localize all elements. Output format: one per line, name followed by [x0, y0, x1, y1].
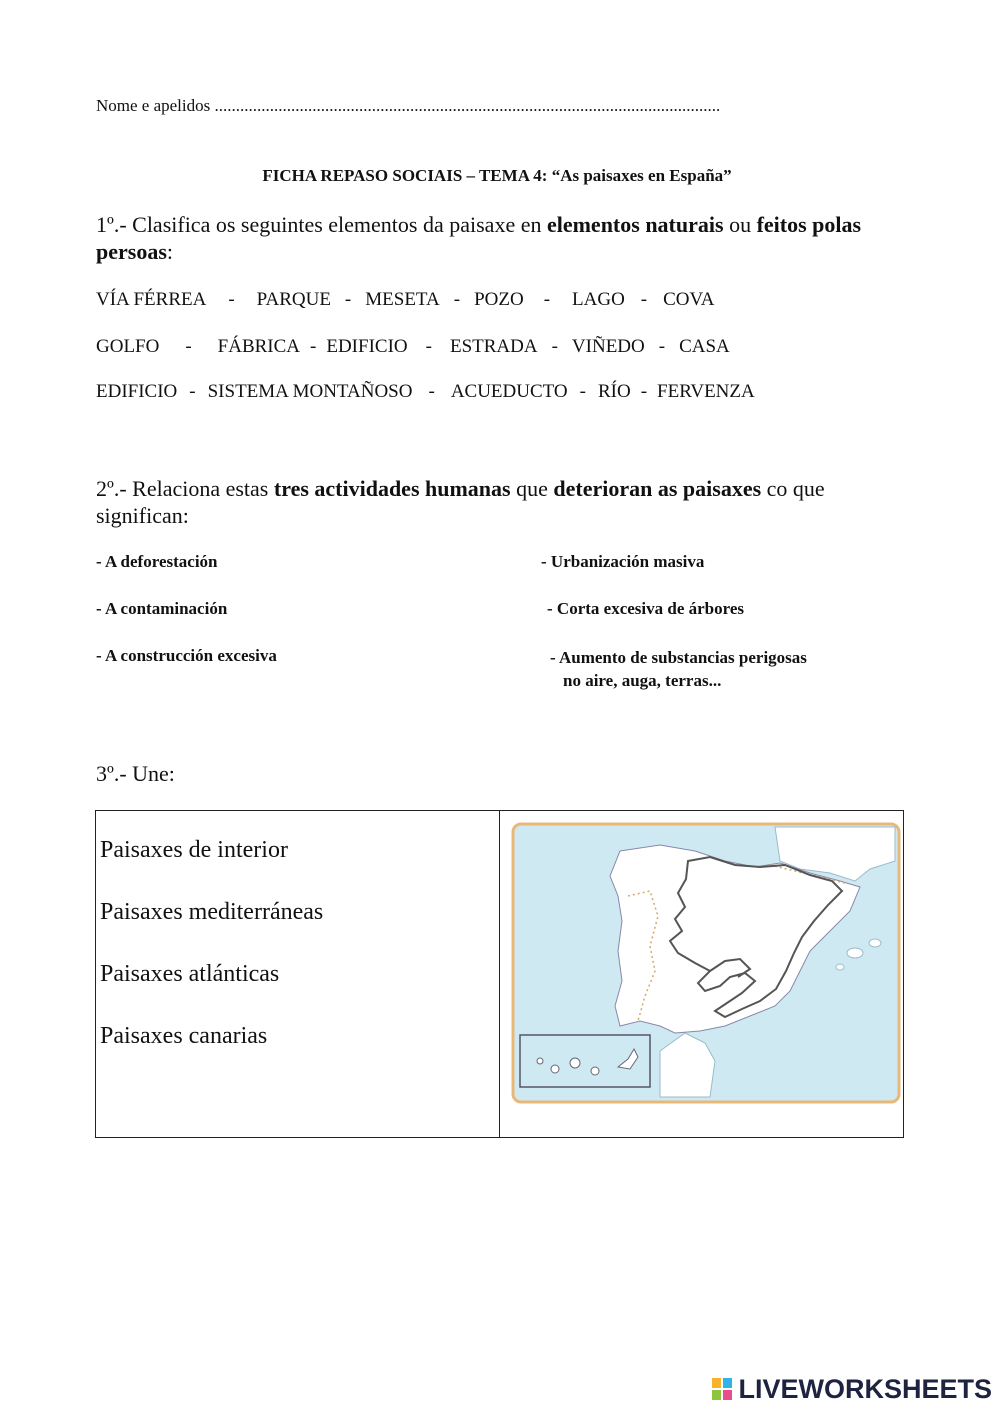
- word-row-1: [96, 289, 715, 311]
- separator: -: [640, 381, 648, 402]
- word-item: COVA: [663, 289, 715, 310]
- landscape-mediterranean[interactable]: Paisaxes mediterráneas: [100, 899, 324, 925]
- question-3-heading: 3º.- Une:: [96, 761, 175, 786]
- landscape-canary[interactable]: Paisaxes canarias: [100, 1023, 268, 1049]
- word-item: FERVENZA: [657, 381, 755, 402]
- liveworksheets-logo-icon: [712, 1378, 734, 1402]
- landscape-interior[interactable]: Paisaxes de interior: [100, 837, 288, 863]
- spain-map: [510, 821, 902, 1106]
- separator: -: [425, 336, 432, 357]
- balearic-island: [869, 939, 881, 947]
- q1-colon: :: [166, 239, 174, 264]
- word-item: SISTEMA MONTAÑOSO: [207, 381, 413, 402]
- balearic-island: [847, 948, 863, 958]
- word-item: MESETA: [365, 289, 440, 310]
- meaning-substances-line1: - Aumento de substancias perigosas: [550, 648, 807, 667]
- landscape-list-cell: [96, 811, 500, 1138]
- meaning-urbanization[interactable]: - Urbanización masiva: [541, 552, 705, 571]
- q2-text: 2º.- Relaciona estas: [96, 476, 274, 501]
- balearic-island: [836, 964, 844, 970]
- activity-construction[interactable]: - A construcción excesiva: [96, 646, 277, 665]
- canary-island: [551, 1065, 559, 1073]
- name-line: Nome e apelidos .......................................................................................................................: [96, 96, 721, 115]
- q2-text-end: co que significan:: [96, 476, 825, 528]
- question-1-heading: [96, 211, 896, 265]
- q1-bold-human: feitos polas persoas: [96, 212, 862, 264]
- separator: -: [551, 336, 558, 357]
- worksheet-title: FICHA REPASO SOCIAIS – TEMA 4: “As paisaxes en España”: [262, 166, 732, 185]
- landscape-list: [96, 811, 499, 1085]
- word-item: GOLFO: [96, 336, 160, 357]
- word-item: EDIFICIO: [96, 381, 178, 402]
- separator: -: [579, 381, 586, 402]
- q1-text-or: ou: [723, 212, 757, 237]
- liveworksheets-brand: [712, 1374, 992, 1405]
- canary-island: [537, 1058, 543, 1064]
- separator: -: [344, 289, 352, 310]
- brand-text: LIVEWORKSHEETS: [738, 1374, 992, 1404]
- question-2-heading: [96, 475, 896, 529]
- separator: -: [189, 381, 196, 402]
- word-row-3: [96, 381, 755, 403]
- q2-bold-deteriorate: deterioran as paisaxes: [553, 476, 762, 501]
- activity-pollution[interactable]: - A contaminación: [96, 599, 228, 618]
- q2-text-that: que: [510, 476, 554, 501]
- word-item: ACUEDUCTO: [450, 381, 568, 402]
- word-item: VÍA FÉRREA: [96, 289, 207, 310]
- word-item: VIÑEDO: [571, 336, 645, 357]
- meaning-substances[interactable]: [550, 646, 807, 692]
- word-item: POZO: [474, 289, 524, 310]
- separator: -: [658, 336, 666, 357]
- separator: -: [453, 289, 461, 310]
- q1-bold-natural: elementos naturais: [546, 212, 724, 237]
- word-item: ESTRADA: [449, 336, 538, 357]
- meaning-substances-line2: no aire, auga, terras...: [563, 671, 722, 690]
- canary-island: [591, 1067, 599, 1075]
- landscape-atlantic[interactable]: Paisaxes atlánticas: [100, 961, 280, 987]
- q2-bold-activities: tres actividades humanas: [273, 476, 511, 501]
- meaning-tree-cutting[interactable]: - Corta excesiva de árbores: [547, 599, 745, 618]
- separator: -: [310, 336, 317, 357]
- word-item: PARQUE: [256, 289, 331, 310]
- word-item: LAGO: [572, 289, 625, 310]
- matching-table: [95, 810, 904, 1138]
- word-row-2: [96, 336, 730, 358]
- word-item: RÍO: [597, 381, 631, 402]
- q1-text: 1º.- Clasifica os seguintes elementos da paisaxe en: [96, 212, 547, 237]
- separator: -: [640, 289, 648, 310]
- map-cell: [500, 811, 904, 1138]
- word-item: CASA: [679, 336, 730, 357]
- canary-island: [570, 1058, 580, 1068]
- separator: -: [228, 289, 235, 310]
- separator: -: [428, 381, 435, 402]
- word-item: EDIFICIO: [326, 336, 408, 357]
- separator: -: [185, 336, 192, 357]
- word-item: FÁBRICA: [217, 336, 301, 357]
- activity-deforestation[interactable]: - A deforestación: [96, 552, 218, 571]
- separator: -: [543, 289, 551, 310]
